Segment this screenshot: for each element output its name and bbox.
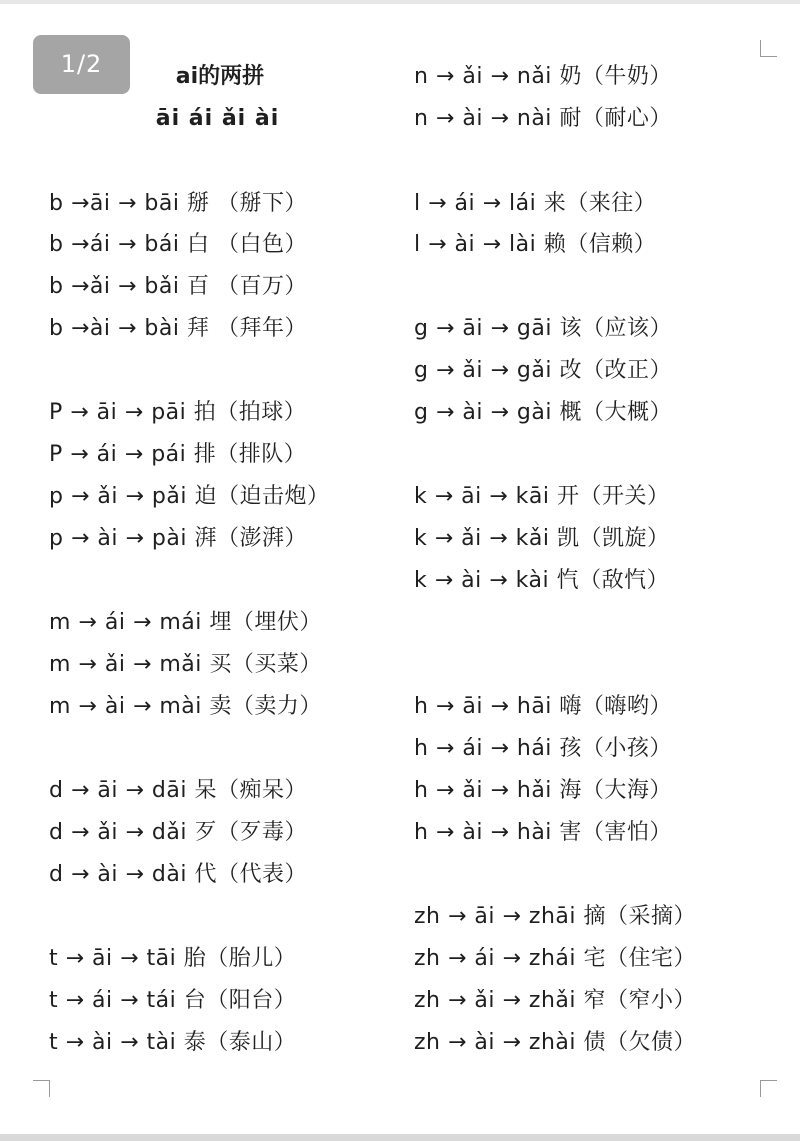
page-number-badge: 1/2	[33, 35, 130, 94]
pinyin-line: t → āi → tāi 胎（胎儿）	[49, 946, 297, 971]
bottom-rule	[0, 1134, 800, 1141]
pinyin-line: h → ái → hái 孩（小孩）	[414, 736, 672, 761]
pinyin-line: m → ǎi → mǎi 买（买菜）	[49, 652, 322, 677]
pinyin-line: d → āi → dāi 呆（痴呆）	[49, 778, 307, 803]
pinyin-line: l → ài → lài 赖（信赖）	[414, 232, 657, 257]
pinyin-line: b →āi → bāi 掰 （掰下）	[49, 191, 307, 216]
pinyin-line: l → ái → lái 来（来往）	[414, 191, 657, 216]
pinyin-line: k → ài → kài 忾（敌忾）	[414, 568, 670, 593]
pinyin-line: h → āi → hāi 嗨（嗨哟）	[414, 694, 672, 719]
pinyin-line: t → ài → tài 泰（泰山）	[49, 1030, 297, 1055]
pinyin-line: p → ài → pài 湃（澎湃）	[49, 526, 307, 551]
pinyin-line: b →ài → bài 拜 （拜年）	[49, 316, 307, 341]
pinyin-line: zh → ǎi → zhǎi 窄（窄小）	[414, 988, 697, 1013]
pinyin-line: P → āi → pāi 拍（拍球）	[49, 400, 307, 425]
pinyin-line: m → ài → mài 卖（卖力）	[49, 694, 322, 719]
crop-mark-top-right	[760, 40, 777, 57]
pinyin-line: g → ài → gài 概（大概）	[414, 400, 672, 425]
pinyin-line: d → ǎi → dǎi 歹（歹毒）	[49, 820, 307, 845]
pinyin-line: m → ái → mái 埋（埋伏）	[49, 610, 322, 635]
pinyin-line: zh → ái → zhái 宅（住宅）	[414, 946, 697, 971]
tone-variants: āi ái ǎi ài	[155, 106, 280, 131]
pinyin-line: zh → ài → zhài 债（欠债）	[414, 1030, 697, 1055]
crop-mark-bottom-left	[33, 1080, 50, 1097]
page-title: ai的两拼	[175, 64, 265, 89]
crop-mark-bottom-right	[760, 1080, 777, 1097]
pinyin-line: t → ái → tái 台（阳台）	[49, 988, 297, 1013]
top-rule	[0, 0, 800, 4]
pinyin-line: g → ǎi → gǎi 改（改正）	[414, 358, 672, 383]
pinyin-line: P → ái → pái 排（排队）	[49, 442, 307, 467]
pinyin-line: k → ǎi → kǎi 凯（凯旋）	[414, 526, 670, 551]
pinyin-line: p → ǎi → pǎi 迫（迫击炮）	[49, 484, 330, 509]
pinyin-line: zh → āi → zhāi 摘（采摘）	[414, 904, 697, 929]
pinyin-line: h → ài → hài 害（害怕）	[414, 820, 672, 845]
pinyin-line: b →ǎi → bǎi 百 （百万）	[49, 274, 307, 299]
pinyin-line: g → āi → gāi 该（应该）	[414, 316, 672, 341]
pinyin-line: h → ǎi → hǎi 海（大海）	[414, 778, 672, 803]
pinyin-line: k → āi → kāi 开（开关）	[414, 484, 670, 509]
pinyin-line: n → ǎi → nǎi 奶（牛奶）	[414, 64, 672, 89]
pinyin-line: d → ài → dài 代（代表）	[49, 862, 307, 887]
pinyin-line: n → ài → nài 耐（耐心）	[414, 106, 672, 131]
pinyin-line: b →ái → bái 白 （白色）	[49, 232, 307, 257]
